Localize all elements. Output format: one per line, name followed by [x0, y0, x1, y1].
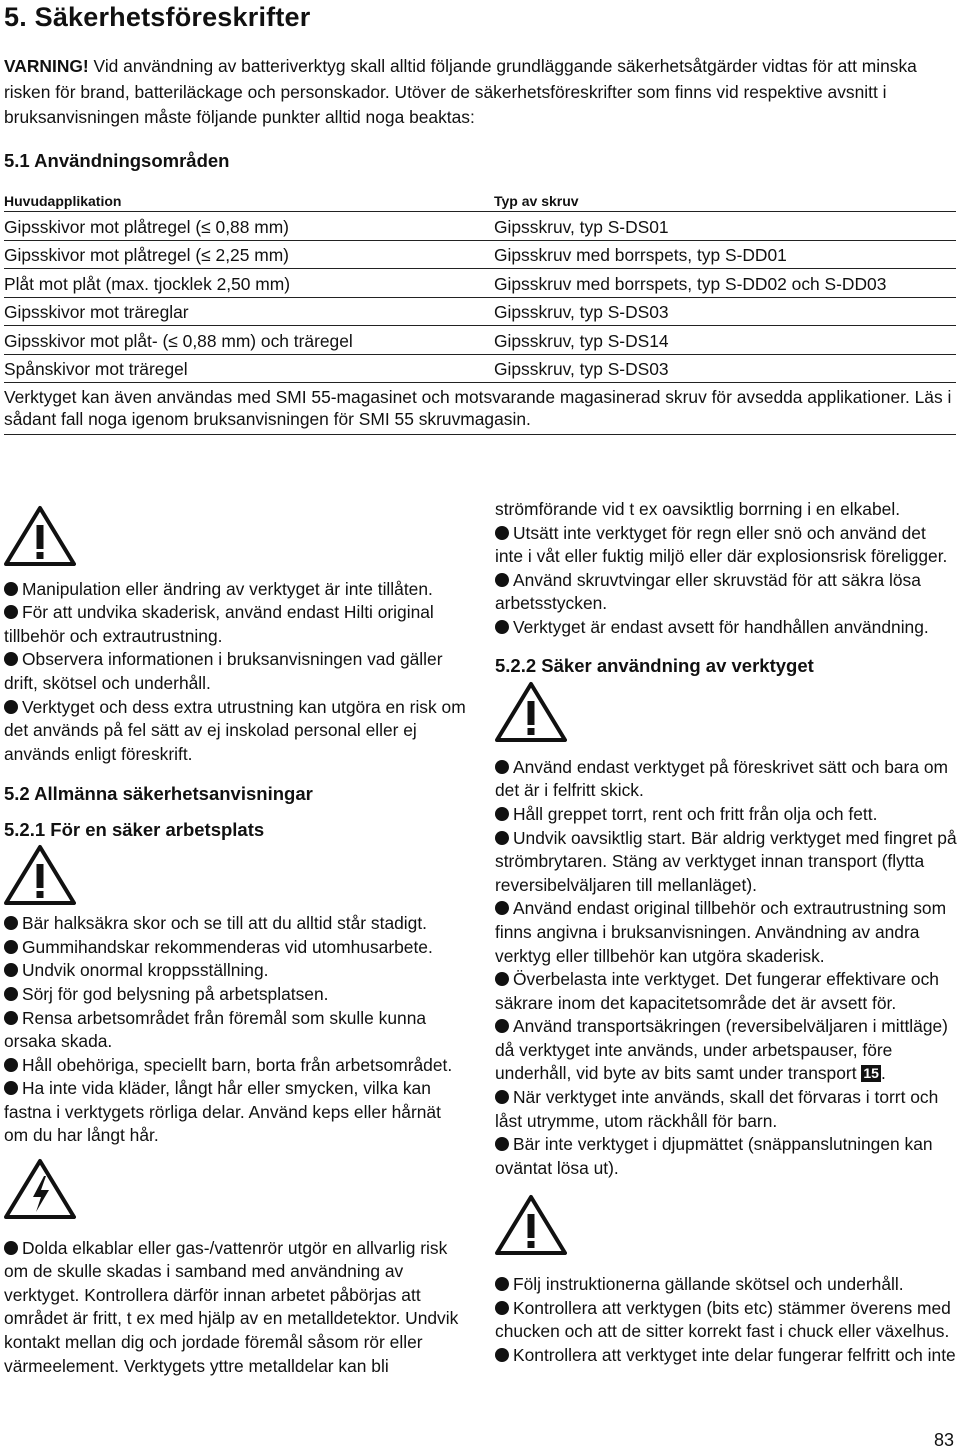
- bullet-icon: [495, 760, 509, 774]
- application-table: [4, 186, 956, 435]
- bullet-icon: [495, 972, 509, 986]
- cell-application: Gipsskivor mot plåt- (≤ 0,88 mm) och träregel: [4, 330, 353, 351]
- list-item: Observera informationen i bruksanvisningen vad gäller drift, skötsel och underhåll.: [4, 649, 443, 693]
- list-item: Använd skruvtvingar eller skruvstäd för att säkra lösa arbetsstycken.: [495, 569, 921, 614]
- warning-triangle-icon: [4, 505, 76, 567]
- cell-screw: Gipsskruv, typ S-DS01: [494, 216, 669, 237]
- list-item: Undvik onormal kroppsställning.: [4, 959, 466, 983]
- bullet-icon: [4, 652, 18, 666]
- bullet-icon: [495, 1348, 509, 1362]
- table-row: [4, 355, 956, 384]
- electric-hazard-icon: [4, 1158, 76, 1220]
- warning-triangle-icon: [495, 1194, 567, 1256]
- cell-application: Gipsskivor mot träreglar: [4, 302, 189, 322]
- cell-application: Gipsskivor mot plåtregel (≤ 0,88 mm): [4, 216, 289, 237]
- warning-triangle-icon: [4, 844, 76, 906]
- bullet-icon: [495, 526, 509, 540]
- section-5-2-heading: 5.2 Allmänna säkerhetsanvisningar: [4, 783, 313, 805]
- bullet-list: [495, 522, 957, 640]
- bullet-icon: [495, 1277, 509, 1291]
- list-item: Dolda elkablar eller gas-/vattenrör utgör en allvarlig risk om de skulle skadas i samband med användning av verktyget. Kontrollera därför innan arbetet påbörjas att området är fritt, t ex med hjälp av en metalldetektor. Undvik kontakt mellan dig och jordade föremål såsom rör eller värmeelement. Verktygets yttre metalldelar kan bli: [4, 1237, 459, 1376]
- list-item: Kontrollera att verktygen (bits etc) stämmer överens med chucken och att de sitter korrekt fast i chuck eller växelhus.: [495, 1297, 951, 1342]
- bullet-icon: [4, 700, 18, 714]
- bullet-icon: [495, 1137, 509, 1151]
- warning-triangle-icon: [495, 681, 567, 743]
- bullet-list: [495, 756, 957, 1181]
- bullet-icon: [495, 1090, 509, 1104]
- table-row: [4, 241, 956, 270]
- bullet-list: [4, 578, 466, 767]
- bullet-icon: [495, 901, 509, 915]
- list-item: Använd transportsäkringen (reversibelväljaren i mittläge) då verktyget inte används, under arbetspauser, före underhåll, vid byte av bits samt under transport 15 .: [495, 1016, 948, 1084]
- table-row: [4, 326, 956, 355]
- cell-application: Gipsskivor mot plåtregel (≤ 2,25 mm): [4, 245, 289, 265]
- figure-reference-badge: 15: [863, 1065, 879, 1082]
- bullet-icon: [4, 916, 18, 930]
- bullet-icon: [4, 987, 18, 1001]
- list-item: Bär inte verktyget i djupmättet (snäppanslutningen kan oväntat lösa ut).: [495, 1134, 933, 1178]
- cell-screw: Gipsskruv, typ S-DS14: [494, 330, 669, 351]
- bullet-icon: [495, 807, 509, 821]
- section-5-1-heading: 5.1 Användningsområden: [4, 150, 230, 171]
- list-item: Kontrollera att verktyget inte delar fungerar felfritt och inte: [495, 1344, 957, 1368]
- bullet-icon: [495, 831, 509, 845]
- list-item: Överbelasta inte verktyget. Det fungerar effektivare och säkrare inom det kapacitetsområde det är avsett för.: [495, 969, 939, 1013]
- table-header: [4, 186, 956, 212]
- table-row: [4, 212, 956, 241]
- list-item: Använd endast verktyget på föreskrivet sätt och bara om det är i felfritt skick.: [495, 756, 948, 801]
- list-item: Utsätt inte verktyget för regn eller snö och använd det inte i våt eller fuktig miljö eller där explosionsrisk föreligger.: [495, 522, 948, 567]
- col-header-screw: Typ av skruv: [494, 193, 579, 209]
- cell-screw: Gipsskruv, typ S-DS03: [494, 302, 669, 322]
- bullet-list: [4, 912, 466, 1148]
- bullet-icon: [4, 1058, 18, 1072]
- table-row: [4, 269, 956, 298]
- list-item: Undvik oavsiktlig start. Bär aldrig verktyget med fingret på strömbrytaren. Stäng av verktyget innan transport (flytta reversibelväljaren till mellanläget).: [495, 827, 957, 895]
- list-item: Verktyget och dess extra utrustning kan utgöra en risk om det används på fel sätt av ej inskolad personal eller ej används enligt föreskrift.: [4, 696, 466, 764]
- bullet-icon: [4, 582, 18, 596]
- intro-text: Vid användning av batteriverktyg skall alltid följande grundläggande säkerhetsåtgärder vidtas för att minska risken för brand, batteriläckage och personskador. Utöver de säkerhetsföreskrifter som finns vid respektive avsnitt i bruksanvisningen måste följande punkter alltid noga beaktas:: [4, 56, 917, 127]
- list-item: Sörj för god belysning på arbetsplatsen.: [4, 983, 466, 1007]
- cell-screw: Gipsskruv med borrspets, typ S-DD02 och S-DD03: [494, 273, 887, 294]
- bullet-icon: [495, 1019, 509, 1033]
- bullet-icon: [495, 1301, 509, 1315]
- intro-paragraph: [4, 54, 956, 131]
- page-number: 83: [933, 1430, 954, 1450]
- bullet-icon: [4, 940, 18, 954]
- list-item: Ha inte vida kläder, långt hår eller smycken, vilka kan fastna i verktygets rörliga delar. Använd keps eller hårnät om du har långt hår.: [4, 1078, 441, 1146]
- bullet-icon: [4, 1241, 18, 1255]
- smi55-note: Verktyget kan även användas med SMI 55-magasinet och motsvarande magasinerad skruv för avsedda applikationer. Läs i sådant fall noga igenom bruksanvisningen för SMI 55 skruvmagasin.: [4, 383, 956, 435]
- bullet-list: [495, 1273, 957, 1367]
- left-column: [4, 505, 466, 1378]
- bullet-icon: [4, 1081, 18, 1095]
- section-5-2-2-heading: 5.2.2 Säker användning av verktyget: [495, 654, 814, 676]
- cell-application: Plåt mot plåt (max. tjocklek 2,50 mm): [4, 273, 291, 294]
- list-item: Manipulation eller ändring av verktyget är inte tillåten.: [4, 578, 466, 602]
- col-header-application: Huvudapplikation: [4, 193, 122, 209]
- list-item: Använd endast original tillbehör och extrautrustning som finns angivna i bruksanvisningen. Användning av andra verktyg eller tillbehör kan utgöra skaderisk.: [495, 898, 947, 966]
- list-item: Verktyget är endast avsett för handhållen användning.: [495, 616, 957, 640]
- bullet-icon: [4, 1011, 18, 1025]
- cell-application: Spånskivor mot träregel: [4, 359, 188, 379]
- bullet-list: [4, 1237, 466, 1379]
- cell-screw: Gipsskruv, typ S-DS03: [494, 359, 669, 379]
- table-row: [4, 298, 956, 327]
- bullet-icon: [495, 620, 509, 634]
- list-item: För att undvika skaderisk, använd endast Hilti original tillbehör och extrautrustning.: [4, 602, 434, 646]
- list-item: Gummihandskar rekommenderas vid utomhusarbete.: [4, 936, 466, 960]
- page-title: 5. Säkerhetsföreskrifter: [4, 2, 311, 32]
- list-item: Bär halksäkra skor och se till att du alltid står stadigt.: [4, 912, 466, 936]
- section-5-2-1-heading: 5.2.1 För en säker arbetsplats: [4, 818, 265, 840]
- bullet-icon: [4, 963, 18, 977]
- list-item: Rensa arbetsområdet från föremål som skulle kunna orsaka skada.: [4, 1007, 427, 1052]
- list-item: Håll obehöriga, speciellt barn, borta från arbetsområdet.: [4, 1054, 466, 1078]
- continuation-text: strömförande vid t ex oavsiktlig borrning i en elkabel.: [495, 499, 901, 519]
- list-item: Håll greppet torrt, rent och fritt från olja och fett.: [495, 803, 957, 827]
- bullet-icon: [495, 573, 509, 587]
- right-column: [495, 498, 957, 1367]
- list-item: Följ instruktionerna gällande skötsel och underhåll.: [495, 1273, 957, 1297]
- warning-label: VARNING!: [4, 56, 89, 76]
- list-item: När verktyget inte används, skall det förvaras i torrt och låst utrymme, utom räckhåll för barn.: [495, 1087, 939, 1131]
- bullet-icon: [4, 605, 18, 619]
- cell-screw: Gipsskruv med borrspets, typ S-DD01: [494, 245, 787, 265]
